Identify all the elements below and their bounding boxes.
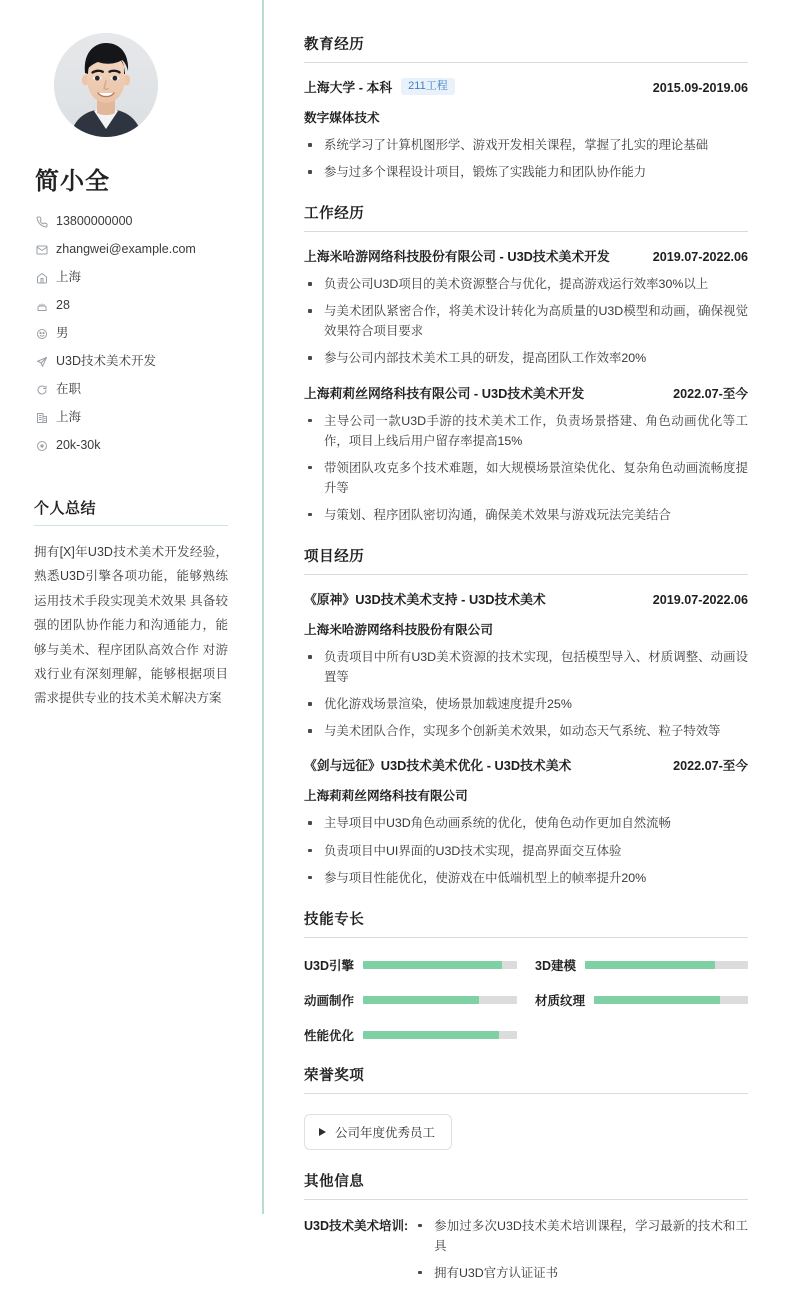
- contact-position: [36, 354, 228, 369]
- list-item: 负责公司U3D项目的美术资源整合与优化，提高游戏运行效率30%以上: [304, 274, 748, 294]
- skill-label: 材质纹理: [535, 993, 586, 1008]
- contact-workplace: [36, 410, 228, 425]
- coin-icon: [36, 439, 56, 453]
- section-honors: [304, 1064, 748, 1150]
- section-title-work: 工作经历: [304, 202, 748, 232]
- list-item: 参与项目性能优化，使游戏在中低端机型上的帧率提升20%: [304, 868, 748, 888]
- education-major: 数字媒体技术: [304, 111, 380, 125]
- education-date: 2015.09-2019.06: [652, 81, 748, 95]
- skill-label: U3D引擎: [304, 958, 355, 973]
- skill-progress-fill: [363, 1031, 499, 1039]
- project-company: 上海米哈游网络科技股份有限公司: [304, 623, 493, 638]
- list-item: 带领团队攻克多个技术难题，如大规模场景渲染优化、复杂角色动画流畅度提升等: [304, 458, 748, 498]
- skill-label: 性能优化: [304, 1028, 355, 1043]
- contact-value: 28: [56, 298, 70, 312]
- project-entry-head: [304, 589, 748, 608]
- skill-progress-fill: [594, 996, 720, 1004]
- other-info-label: U3D技术美术培训:: [304, 1218, 409, 1233]
- education-entry-head-left: [304, 77, 455, 96]
- skill-item: [535, 991, 748, 1009]
- work-entry-head: [304, 383, 748, 402]
- cake-icon: [36, 299, 56, 313]
- honor-chip[interactable]: [304, 1114, 452, 1150]
- contact-value: 上海: [56, 270, 82, 284]
- skill-progress-fill: [363, 996, 478, 1004]
- project-bullets: [304, 813, 748, 887]
- contact-status: [36, 382, 228, 397]
- contact-value: 13800000000: [56, 214, 133, 228]
- section-title-education: 教育经历: [304, 33, 748, 63]
- work-entry: [304, 246, 748, 368]
- honor-row: [304, 1114, 748, 1150]
- project-entry-head: [304, 755, 748, 774]
- work-entry: [304, 383, 748, 525]
- personal-summary-title: 个人总结: [34, 497, 228, 526]
- list-item: 优化游戏场景渲染，使场景加载速度提升25%: [304, 694, 748, 714]
- skill-progress-track: [363, 1031, 517, 1039]
- list-item: 负责项目中UI界面的U3D技术实现，提高界面交互体验: [304, 841, 748, 861]
- work-bullets: [304, 411, 748, 525]
- contact-value: 男: [56, 326, 69, 340]
- main-content: [264, 0, 794, 1280]
- skills-grid: [304, 956, 748, 1044]
- list-item: 与美术团队紧密合作，将美术设计转化为高质量的U3D模型和动画，确保视觉效果符合项目要求: [304, 301, 748, 341]
- skill-item: [304, 1026, 517, 1044]
- section-work: [304, 202, 748, 525]
- education-entry: [304, 77, 748, 182]
- contact-value: 20k-30k: [56, 438, 101, 452]
- other-info-bullets: [414, 1216, 748, 1290]
- contact-value: zhangwei@example.com: [56, 242, 196, 256]
- list-item: 主导项目中U3D角色动画系统的优化，使角色动作更加自然流畅: [304, 813, 748, 833]
- project-date: 2019.07-2022.06: [652, 593, 748, 608]
- list-item: 负责项目中所有U3D美术资源的技术实现，包括模型导入、材质调整、动画设置等: [304, 647, 748, 687]
- envelope-icon: [36, 243, 56, 257]
- work-entry-head: [304, 246, 748, 265]
- list-item: 拥有U3D官方认证证书: [414, 1263, 748, 1283]
- project-bullets: [304, 647, 748, 741]
- sidebar: [0, 0, 264, 1214]
- contact-value: 上海: [56, 410, 82, 424]
- education-tag: 211工程: [401, 78, 455, 95]
- home-icon: [36, 271, 56, 285]
- skill-item: [304, 991, 517, 1009]
- contact-gender: [36, 326, 228, 341]
- project-title: 《剑与远征》U3D技术美术优化 - U3D技术美术: [304, 758, 572, 774]
- skill-item: [535, 956, 748, 974]
- contact-salary: [36, 438, 228, 453]
- education-bullets: [304, 135, 748, 182]
- work-bullets: [304, 274, 748, 368]
- section-title-other-info: 其他信息: [304, 1170, 748, 1200]
- contact-phone: [36, 214, 228, 229]
- play-icon: [319, 1128, 326, 1136]
- building-icon: [36, 411, 56, 425]
- personal-summary-section: [34, 497, 228, 711]
- section-title-projects: 项目经历: [304, 545, 748, 575]
- project-company: 上海莉莉丝网络科技有限公司: [304, 789, 468, 804]
- skill-progress-fill: [585, 961, 715, 969]
- skill-progress-track: [594, 996, 748, 1004]
- refresh-icon: [36, 383, 56, 397]
- section-title-skills: 技能专长: [304, 908, 748, 938]
- avatar: [54, 33, 158, 137]
- list-item: 参与过多个课程设计项目，锻炼了实践能力和团队协作能力: [304, 162, 748, 182]
- project-entry: [304, 589, 748, 741]
- section-projects: [304, 545, 748, 888]
- skill-progress-fill: [363, 961, 502, 969]
- list-item: 与策划、程序团队密切沟通，确保美术效果与游戏玩法完美结合: [304, 505, 748, 525]
- contact-email: [36, 242, 228, 257]
- skill-label: 动画制作: [304, 993, 355, 1008]
- work-date: 2022.07-至今: [673, 386, 748, 401]
- section-education: [304, 33, 748, 182]
- list-item: 系统学习了计算机图形学、游戏开发相关课程，掌握了扎实的理论基础: [304, 135, 748, 155]
- list-item: 与美术团队合作，实现多个创新美术效果，如动态天气系统、粒子特效等: [304, 721, 748, 741]
- work-title: 上海米哈游网络科技股份有限公司 - U3D技术美术开发: [304, 249, 610, 265]
- contact-value: 在职: [56, 382, 82, 396]
- project-entry: [304, 755, 748, 887]
- project-title: 《原神》U3D技术美术支持 - U3D技术美术: [304, 592, 546, 608]
- section-other-info: [304, 1170, 748, 1290]
- paper-plane-icon: [36, 355, 56, 369]
- contact-value: U3D技术美术开发: [56, 354, 157, 368]
- portrait-photo: [54, 33, 158, 137]
- contact-location: [36, 270, 228, 285]
- section-skills: [304, 908, 748, 1044]
- list-item: 参加过多次U3D技术美术培训课程，学习最新的技术和工具: [414, 1216, 748, 1256]
- work-date: 2019.07-2022.06: [652, 250, 748, 265]
- skill-progress-track: [585, 961, 748, 969]
- person-name: 简小全: [35, 168, 110, 195]
- education-school: 上海大学 - 本科: [304, 80, 393, 95]
- skill-item: [304, 956, 517, 974]
- education-entry-head: [304, 77, 748, 96]
- honor-label: 公司年度优秀员工: [335, 1125, 436, 1140]
- skill-progress-track: [363, 961, 517, 969]
- gender-icon: [36, 327, 56, 341]
- list-item: 参与公司内部技术美术工具的研发，提高团队工作效率20%: [304, 348, 748, 368]
- project-date: 2022.07-至今: [673, 759, 748, 774]
- skill-progress-track: [363, 996, 517, 1004]
- list-item: 主导公司一款U3D手游的技术美术工作，负责场景搭建、角色动画优化等工作，项目上线后用户留存率提高15%: [304, 411, 748, 451]
- other-info-row: [304, 1216, 748, 1290]
- section-title-honors: 荣誉奖项: [304, 1064, 748, 1094]
- contact-age: [36, 298, 228, 313]
- phone-icon: [36, 215, 56, 229]
- work-title: 上海莉莉丝网络科技有限公司 - U3D技术美术开发: [304, 385, 585, 401]
- personal-summary-text: 拥有[X]年U3D技术美术开发经验，熟悉U3D引擎各项功能，能够熟练运用技术手段实现美术效果 具备较强的团队协作能力和沟通能力，能够与美术、程序团队高效合作 对游戏行业有深刻理解，能够根据项目需求提供专业的技术美术解决方案: [34, 545, 228, 706]
- contact-list: [36, 214, 228, 453]
- skill-label: 3D建模: [535, 958, 576, 973]
